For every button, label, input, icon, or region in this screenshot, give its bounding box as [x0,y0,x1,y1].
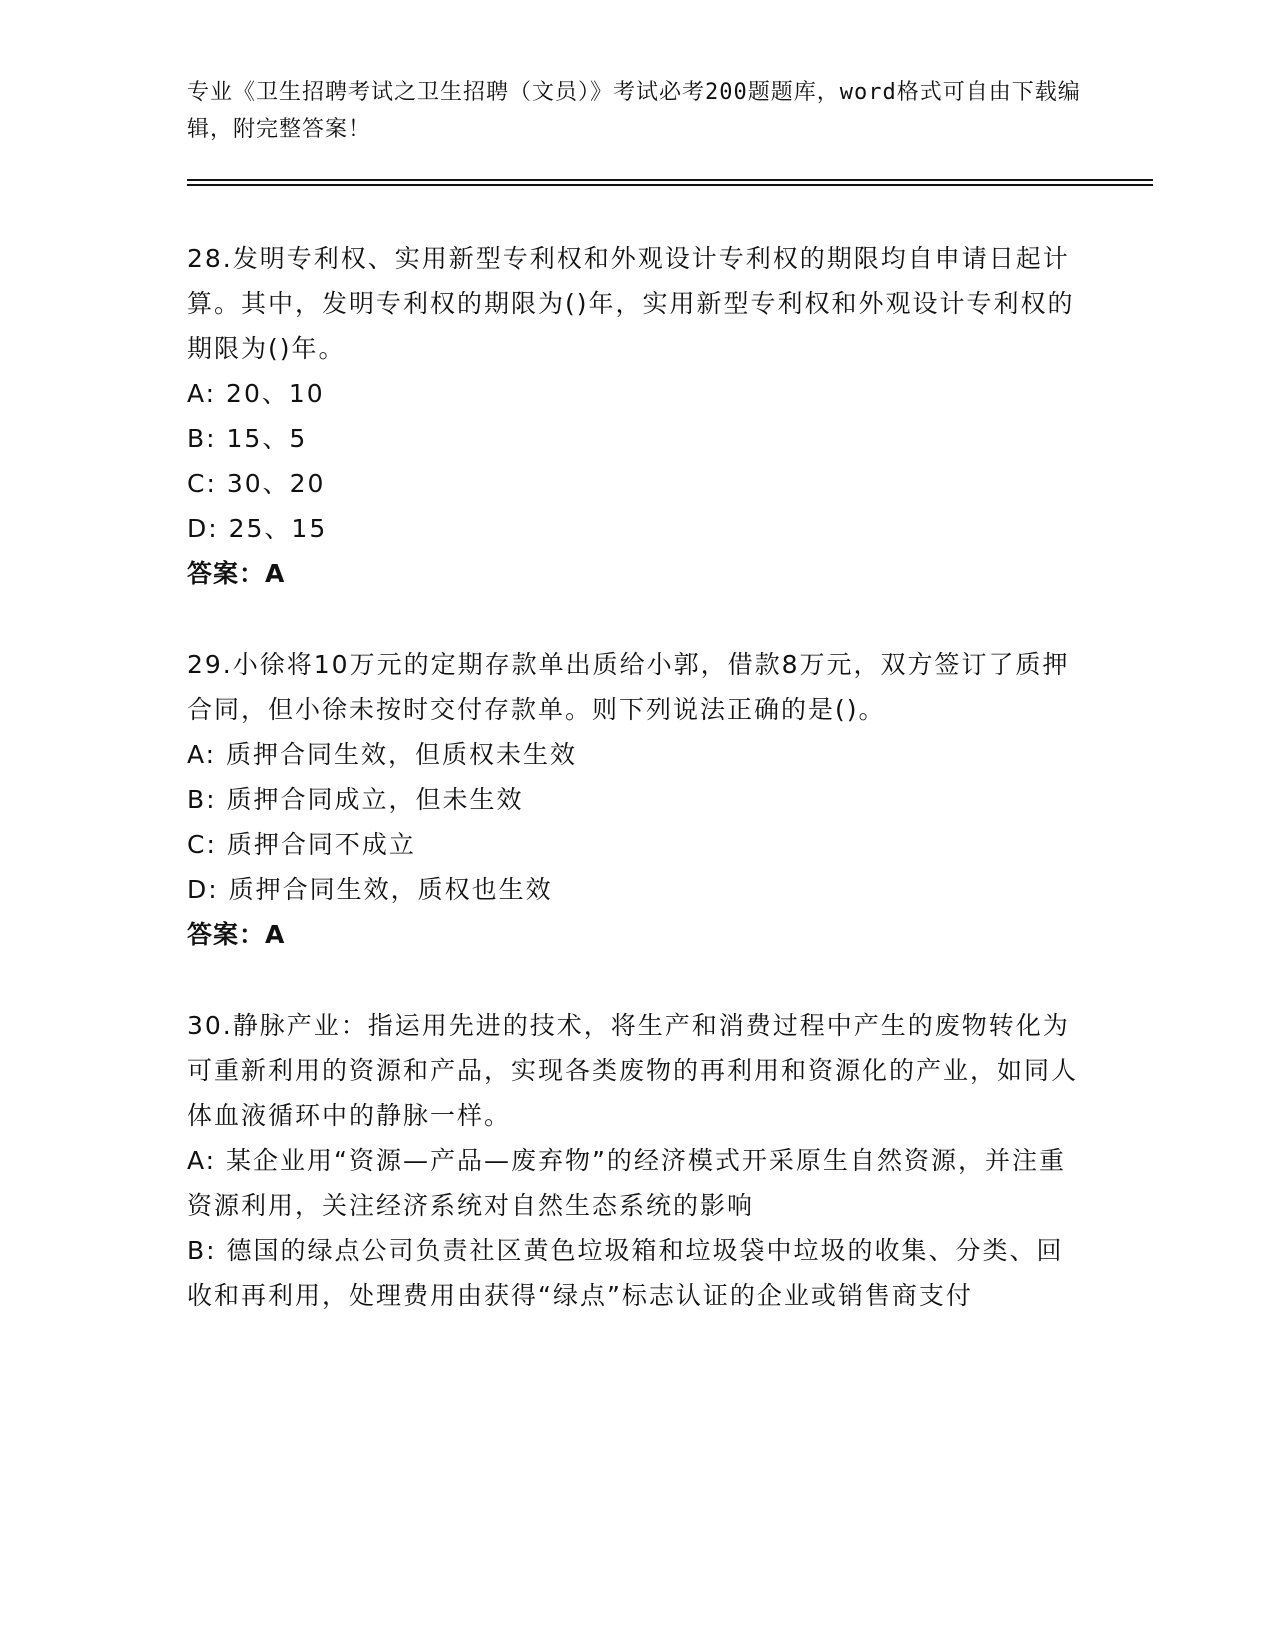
option-c: C: 30、20 [187,469,326,498]
question-text: 29.小徐将10万元的定期存款单出质给小郭，借款8万元，双方签订了质押合同，但小徐未按时交付存款单。则下列说法正确的是()。 [187,650,1070,724]
option-b: B: 质押合同成立，但未生效 [187,785,524,814]
option-a: A: 20、10 [187,379,325,408]
question-30 [187,1003,1087,1318]
option-c: C: 质押合同不成立 [187,830,416,859]
question-28 [187,236,1087,596]
document-header: 专业《卫生招聘考试之卫生招聘（文员）》考试必考200题题库，word格式可自由下载编辑，附完整答案！ [187,80,1081,142]
question-text: 28.发明专利权、实用新型专利权和外观设计专利权的期限均自申请日起计算。其中，发明专利权的期限为()年，实用新型专利权和外观设计专利权的期限为()年。 [187,244,1075,363]
option-a: A: 质押合同生效，但质权未生效 [187,740,578,769]
option-b: B: 德国的绿点公司负责社区黄色垃圾箱和垃圾袋中垃圾的收集、分类、回收和再利用，处理费用由获得“绿点”标志认证的企业或销售商支付 [187,1236,1064,1310]
answer-label: 答案：A [187,559,286,588]
option-b: B: 15、5 [187,424,308,453]
option-a: A: 某企业用“资源—产品—废弃物”的经济模式开采原生自然资源，并注重资源利用，关注经济系统对自然生态系统的影响 [187,1146,1066,1220]
question-text: 30.静脉产业：指运用先进的技术，将生产和消费过程中产生的废物转化为可重新利用的资源和产品，实现各类废物的再利用和资源化的产业，如同人体血液循环中的静脉一样。 [187,1011,1079,1130]
question-29 [187,642,1087,957]
answer-label: 答案：A [187,920,286,949]
option-d: D: 质押合同生效，质权也生效 [187,875,553,904]
header-rule-top [187,179,1153,181]
question-list [187,236,1087,1364]
header-rule-bottom [187,184,1153,186]
option-d: D: 25、15 [187,514,328,543]
